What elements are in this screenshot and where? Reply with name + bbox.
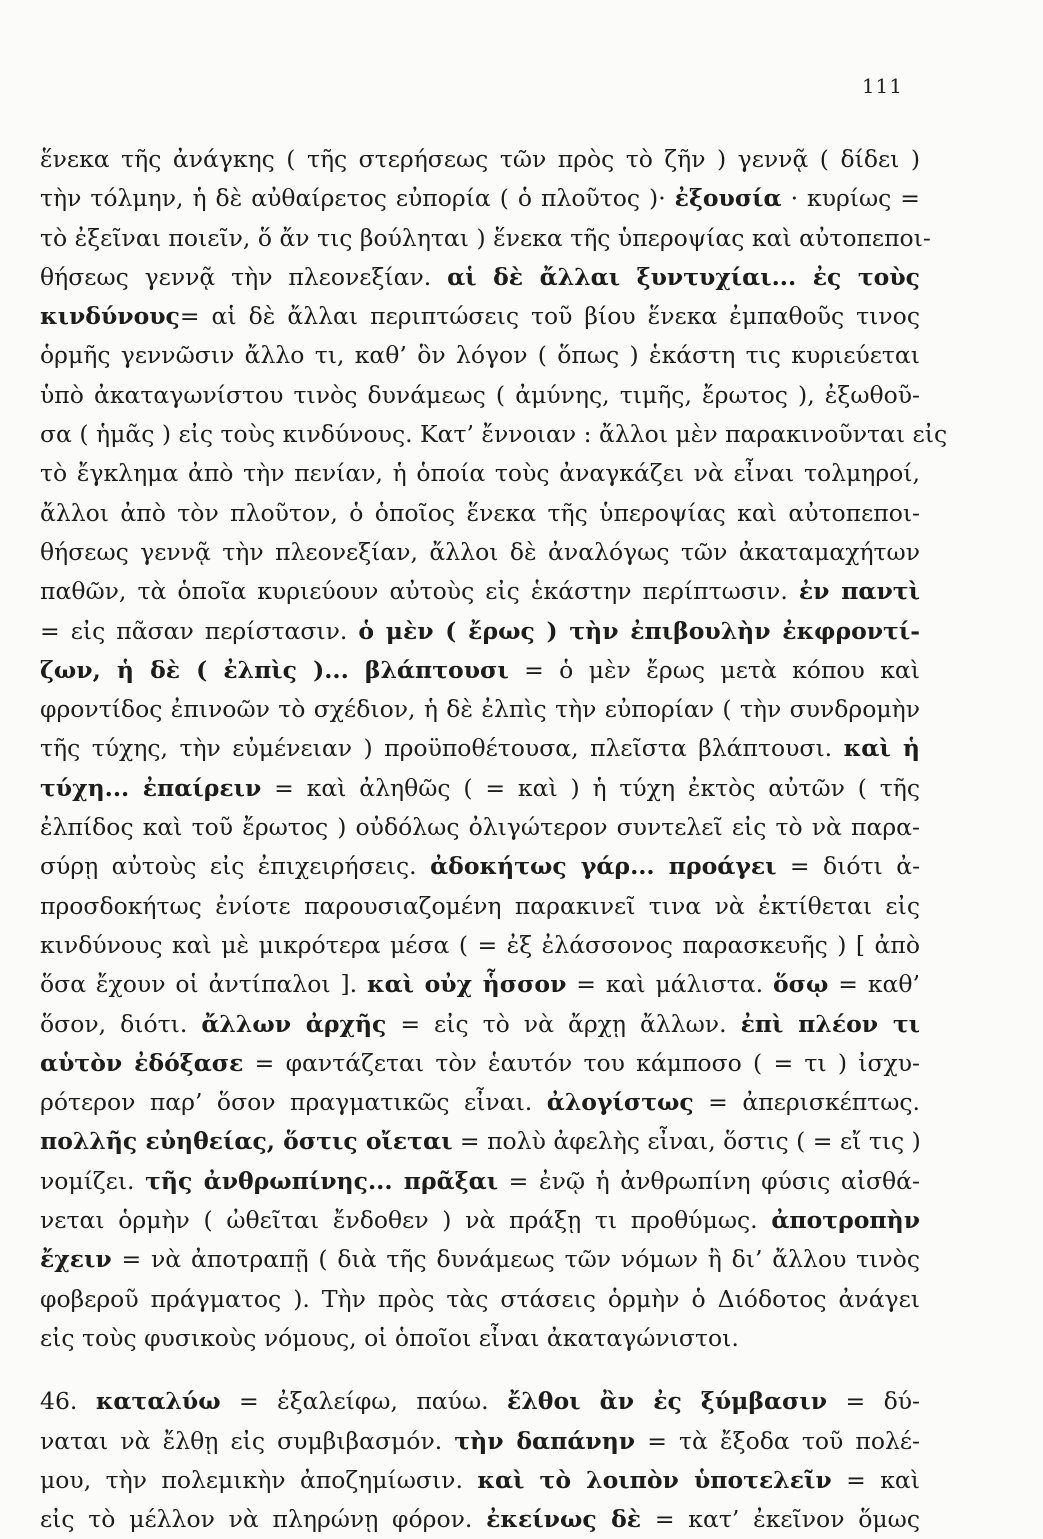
text-line [40,1162,920,1201]
bold-term: ἐκείνως δὲ [486,1505,642,1534]
bold-term: καταλύω [95,1387,221,1416]
text-line [40,219,931,258]
bold-term: αὑτὸν ἐδόξασε [40,1048,244,1077]
text-line [40,415,948,454]
text-span: θήσεως γεννᾷ τὴν πλεονεξίαν. [40,262,448,291]
text-span: νομίζει. [40,1166,146,1195]
bold-term: ἔλθοι ἂν ἐς ξύμβασιν [507,1387,828,1416]
text-span: = εἰς τὸ νὰ ἄρχῃ ἄλλων. [386,1009,741,1038]
bold-term: ἐπὶ πλέον τι [740,1009,920,1038]
text-line [40,1240,920,1279]
text-line [40,1083,920,1122]
text-span: σύρῃ αὐτοὺς εἰς ἐπιχειρήσεις. [40,852,431,881]
page-text [40,140,948,1539]
text-span: νεται ὁρμὴν ( ὠθεῖται ἔνδοθεν ) νὰ πράξῃ τι προθύμως. [40,1206,772,1235]
text-span: = καθ’ [828,970,920,999]
page-number: 111 [861,74,903,98]
text-line [40,651,920,690]
text-span: = ὁ μὲν ἔρως μετὰ κόπου καὶ [508,655,920,684]
bold-term: πολλῆς εὐηθείας, ὅστις οἴεται [40,1127,453,1156]
text-line [40,258,920,297]
text-span: = κατ’ ἐκεῖνον ὅμως [641,1505,920,1534]
text-span: · κυρίως = [781,184,920,213]
bold-term: τὴν δαπάνην [454,1426,636,1455]
text-line [40,729,920,768]
text-span: φοβεροῦ πράγματος ). Τὴν πρὸς τὰς στάσεις ὁρμὴν ὁ Διόδοτος ἀνάγει [40,1284,920,1313]
text-line [40,965,920,1004]
bold-term: ὅσῳ [772,970,829,999]
text-line [40,376,920,415]
text-span: = νὰ ἀποτραπῇ ( διὰ τῆς δυνάμεως τῶν νόμων ἢ δι’ ἄλλου τινὸς [111,1245,920,1274]
bold-term: ἄλλων ἀρχῆς [201,1009,387,1038]
text-line [40,887,920,926]
bold-term: ὁ μὲν ( ἔρως ) τὴν ἐπιβουλὴν ἐκφροντί- [358,616,920,645]
text-span: ὅσον, διότι. [40,1009,202,1038]
text-span: τῆς τύχης, τὴν εὐμένειαν ) προϋποθέτουσα, πλεῖστα βλάπτουσι. [40,734,844,763]
text-line [40,1422,920,1461]
text-span: = διότι ἀ- [776,852,921,881]
text-line [40,612,920,651]
bold-term: ἀλογίστως [546,1088,694,1117]
text-line [40,140,920,179]
bold-term: καὶ ἡ [843,734,921,763]
text-line [40,926,920,965]
text-span: ἄλλοι ἀπὸ τὸν πλοῦτον, ὁ ὁποῖος ἕνεκα τῆς ὑπεροψίας καὶ αὐτοπεποι- [40,498,920,527]
text-span: σα ( ἡμᾶς ) εἰς τοὺς κινδύνους. Κατ’ ἔννοιαν : ἄλλοι μὲν παρακινοῦνται εἰς [40,420,948,449]
text-span: εἰς τὸ μέλλον νὰ πληρώνῃ φόρον. [40,1505,487,1534]
bold-term: ἐν παντὶ [798,577,920,606]
text-span: = εἰς πᾶσαν περίστασιν. [40,616,359,645]
text-span: μου, τὴν πολεμικὴν ἀποζημίωσιν. [40,1465,478,1494]
text-span: = τὰ ἔξοδα τοῦ πολέ- [635,1426,921,1455]
text-span: = καὶ ἀληθῶς ( = καὶ ) ἡ τύχη ἐκτὸς αὐτῶν ( τῆς [261,773,920,802]
text-span: ὁρμῆς γεννῶσιν ἄλλο τι, καθ’ ὃν λόγον ( ὅπως ) ἑκάστη τις κυριεύεται [40,341,920,370]
text-span: = ἐξαλείφω, παύω. [220,1387,508,1416]
text-line [40,1201,920,1240]
text-line [40,336,920,375]
text-span: = καὶ μάλιστα. [566,970,773,999]
text-line [40,1044,920,1083]
bold-term: ἔχειν [40,1245,112,1274]
text-span: θήσεως γεννᾷ τὴν πλεονεξίαν, ἄλλοι δὲ ἀναλόγως τῶν ἀκαταμαχήτων [40,537,920,566]
text-line [40,1500,920,1539]
text-span: παθῶν, τὰ ὁποῖα κυριεύουν αὐτοὺς εἰς ἑκάστην περίπτωσιν. [40,577,799,606]
text-line [40,454,920,493]
text-span: τὸ ἐξεῖναι ποιεῖν, ὅ ἄν τις βούληται ) ἕνεκα τῆς ὑπεροψίας καὶ αὐτοπεποι- [40,223,931,252]
text-span: = ἀπερισκέπτως. [693,1088,920,1117]
text-line [40,847,920,886]
text-span: εἰς τοὺς φυσικοὺς νόμους, οἱ ὁποῖοι εἶναι ἀκαταγώνιστοι. [40,1323,739,1352]
text-line [40,572,920,611]
text-line [40,1005,920,1044]
text-span: τὸ ἔγκλημα ἀπὸ τὴν πενίαν, ἡ ὁποία τοὺς ἀναγκάζει νὰ εἶναι τολμηροί, [40,459,920,488]
text-line [40,1280,920,1319]
text-span: = δύ- [827,1387,920,1416]
bold-term: τύχη... ἐπαίρειν [40,773,262,802]
text-span: ἕνεκα τῆς ἀνάγκης ( τῆς στερήσεως τῶν πρὸς τὸ ζῆν ) γεννᾷ ( δίδει ) [40,145,920,173]
text-line [40,533,920,572]
text-span: = πολὺ ἀφελὴς εἶναι, ὅστις ( = εἴ τις ) [452,1127,921,1156]
text-span: ναται νὰ ἔλθῃ εἰς συμβιβασμόν. [40,1426,455,1455]
text-line [40,494,920,533]
text-line [40,1382,920,1421]
text-line [40,179,920,218]
text-span: = αἱ δὲ ἄλλαι περιπτώσεις τοῦ βίου ἕνεκα ἐμπαθοῦς τινος [179,302,920,331]
text-line [40,769,920,808]
text-span: ὑπὸ ἀκαταγωνίστου τινὸς δυνάμεως ( ἀμύνης, τιμῆς, ἔρωτος ), ἐξωθοῦ- [40,380,920,409]
text-line [40,1319,920,1358]
text-span: φροντίδος ἐπινοῶν τὸ σχέδιον, ἡ δὲ ἐλπὶς τὴν εὐπορίαν ( τὴν συνδρομὴν [40,695,920,724]
text-span: 46. [40,1387,96,1416]
bold-term: ἀποτροπὴν [771,1206,920,1235]
bold-term: αἱ δὲ ἄλλαι ξυντυχίαι... ἐς τοὺς [447,262,920,291]
text-line [40,1461,920,1500]
bold-term: καὶ οὐχ ἧσσον [366,970,567,999]
bold-term: ἀδοκήτως γάρ... προάγει [430,852,777,881]
bold-term: κινδύνους [40,302,180,331]
text-line [40,1122,920,1161]
text-span: τὴν τόλμην, ἡ δὲ αὐθαίρετος εὐπορία ( ὁ πλοῦτος )· [40,184,675,213]
text-span: κινδύνους καὶ μὲ μικρότερα μέσα ( = ἐξ ἐλάσσονος παρασκευῆς ) [ ἀπὸ [40,930,920,959]
bold-term: τῆς ἀνθρωπίνης... πρᾶξαι [145,1166,499,1195]
text-span: = φαντάζεται τὸν ἑαυτόν του κάμποσο ( = τι ) ἰσχυ- [243,1048,920,1077]
text-line [40,808,920,847]
text-span: = καὶ [831,1465,920,1494]
bold-term: ζων, ἡ δὲ ( ἐλπὶς )... βλάπτουσι [40,655,509,684]
text-span: προσδοκήτως ἐνίοτε παρουσιαζομένη παρακινεῖ τινα νὰ ἐκτίθεται εἰς [40,891,920,920]
text-span: ρότερον παρ’ ὅσον πραγματικῶς εἶναι. [40,1088,547,1117]
text-span: ἐλπίδος καὶ τοῦ ἔρωτος ) οὐδόλως ὀλιγώτερον συντελεῖ εἰς τὸ νὰ παρα- [40,813,920,842]
text-span: = ἐνῷ ἡ ἀνθρωπίνη φύσις αἰσθά- [498,1166,920,1195]
bold-term: καὶ τὸ λοιπὸν ὑποτελεῖν [477,1465,832,1494]
text-span: ὅσα ἔχουν οἱ ἀντίπαλοι ]. [40,970,367,999]
bold-term: ἐξουσία [674,184,782,213]
text-line [40,297,920,336]
text-line [40,690,920,729]
